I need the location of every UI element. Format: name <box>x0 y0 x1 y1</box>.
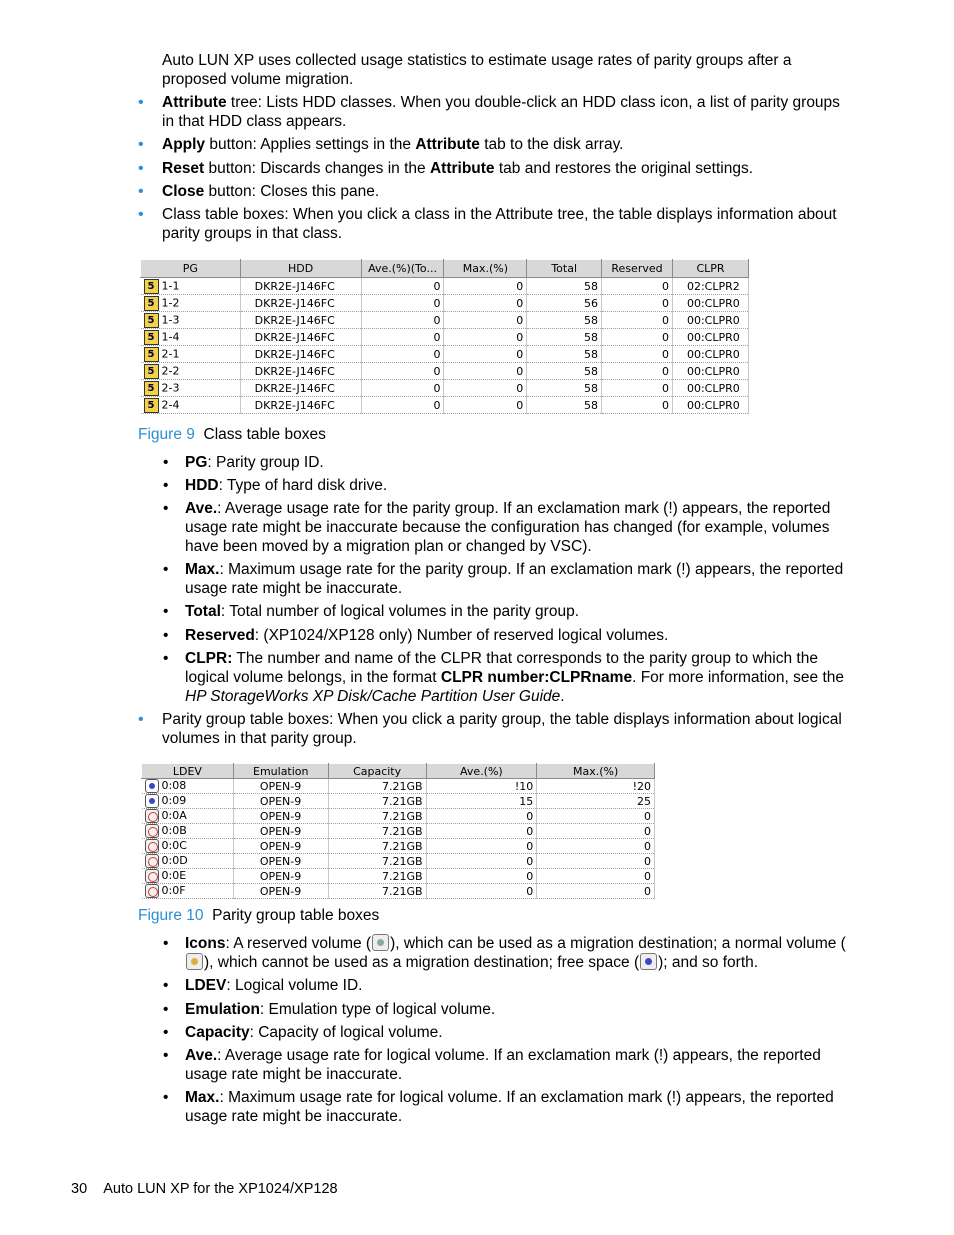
pg-value: 1-4 <box>161 330 180 343</box>
figure10-label: Figure 10 <box>138 907 204 924</box>
table-cell-clpr: 00:CLPR0 <box>672 380 748 397</box>
intro-paragraph: Auto LUN XP uses collected usage statistics to estimate usage rates of parity groups after a proposed volume migration. <box>162 52 792 88</box>
class-table-header-0[interactable]: PG <box>141 260 241 278</box>
table-cell-cap: 7.21GB <box>328 854 426 869</box>
bullet-marker: • <box>138 183 144 200</box>
page-number: 30 <box>71 1181 88 1197</box>
parity-group-icon: 5 <box>144 347 159 362</box>
table-cell-hdd: DKR2E-J146FC <box>240 346 361 363</box>
table-cell-hdd: DKR2E-J146FC <box>240 295 361 312</box>
sub-item-icons: Icons: A reserved volume ( ), which can be used as a migration destination; a normal volume (), which cannot be used as a migration destination; free space ( ); and so forth. <box>185 935 846 971</box>
table-cell-ave: 0 <box>426 884 537 899</box>
bullet-reset: Reset button: Discards changes in the Attribute tab and restores the original settings. <box>162 160 754 177</box>
normal-volume-icon <box>186 953 203 970</box>
table-row[interactable] <box>142 809 655 824</box>
bullet-attribute: Attribute tree: Lists HDD classes. When you double-click an HDD class icon, a list of parity groups in that HDD class appears. <box>162 94 840 130</box>
free-space-icon <box>640 953 657 970</box>
table-row[interactable] <box>142 779 655 794</box>
sub-bullet-marker: • <box>163 603 169 620</box>
table-cell-cap: 7.21GB <box>328 824 426 839</box>
class-table-header-6[interactable]: CLPR <box>672 260 748 278</box>
table-cell-ave: 15 <box>426 794 537 809</box>
table-cell-clpr: 00:CLPR0 <box>672 329 748 346</box>
table-cell-reserved: 0 <box>602 380 673 397</box>
sub-bullet-marker: • <box>163 454 169 471</box>
sub-bullet-marker: • <box>163 977 169 994</box>
table-cell-pg <box>141 295 241 312</box>
table-cell-clpr: 00:CLPR0 <box>672 295 748 312</box>
bullet-marker: • <box>138 136 144 153</box>
table-row[interactable] <box>142 794 655 809</box>
ldev-table-header-4[interactable]: Max.(%) <box>537 764 655 779</box>
ldev-table-body <box>142 779 655 899</box>
class-table-header-2[interactable]: Ave.(%)(To... <box>361 260 444 278</box>
parity-group-icon: 5 <box>144 330 159 345</box>
parity-group-icon: 5 <box>144 313 159 328</box>
table-cell-total: 58 <box>527 278 602 295</box>
class-table-header-3[interactable]: Max.(%) <box>444 260 527 278</box>
pg-value: 1-3 <box>161 313 180 326</box>
table-row[interactable] <box>141 346 749 363</box>
sub-item-emulation: Emulation: Emulation type of logical volume. <box>185 1001 496 1018</box>
table-cell-clpr: 00:CLPR0 <box>672 363 748 380</box>
table-cell-ave: 0 <box>426 854 537 869</box>
table-cell-emu: OPEN-9 <box>233 794 328 809</box>
class-table-header-5[interactable]: Reserved <box>602 260 673 278</box>
ldev-value: 0:09 <box>161 794 187 807</box>
table-cell-pg <box>141 329 241 346</box>
reserved-volume-icon <box>372 934 389 951</box>
table-cell-ave: 0 <box>426 824 537 839</box>
table-cell-ave: 0 <box>361 312 444 329</box>
table-cell-max: 0 <box>537 809 655 824</box>
class-table-header-1[interactable]: HDD <box>240 260 361 278</box>
table-cell-total: 58 <box>527 397 602 414</box>
table-cell-ldev <box>142 854 234 869</box>
table-cell-emu: OPEN-9 <box>233 839 328 854</box>
sub-item-max: Max.: Maximum usage rate for the parity group. If an exclamation mark (!) appears, the reported usage rate might be inaccurate. <box>185 561 844 597</box>
bullet-apply: Apply button: Applies settings in the Attribute tab to the disk array. <box>162 136 624 153</box>
free-space-icon <box>145 794 159 808</box>
parity-group-icon: 5 <box>144 398 159 413</box>
bullet-parity-group-table: Parity group table boxes: When you click a parity group, the table displays information about logical volumes in that parity group. <box>162 711 842 747</box>
table-cell-emu: OPEN-9 <box>233 854 328 869</box>
pg-value: 2-3 <box>161 381 180 394</box>
table-row[interactable] <box>142 869 655 884</box>
table-cell-max: 0 <box>444 329 527 346</box>
pg-value: 2-2 <box>161 364 180 377</box>
pg-value: 2-1 <box>161 347 180 360</box>
reserved-volume-icon <box>145 809 159 823</box>
sub-bullet-marker: • <box>163 1047 169 1064</box>
guide-reference: HP StorageWorks XP Disk/Cache Partition User Guide <box>185 688 561 705</box>
table-row[interactable] <box>141 397 749 414</box>
table-row[interactable] <box>141 329 749 346</box>
ldev-table <box>141 763 655 899</box>
table-row[interactable] <box>142 884 655 899</box>
table-cell-cap: 7.21GB <box>328 794 426 809</box>
reserved-volume-icon <box>145 839 159 853</box>
pg-value: 1-1 <box>161 279 180 292</box>
table-cell-hdd: DKR2E-J146FC <box>240 380 361 397</box>
page-footer <box>71 1181 338 1197</box>
sub-item-capacity: Capacity: Capacity of logical volume. <box>185 1024 443 1041</box>
table-cell-max: 0 <box>444 363 527 380</box>
table-cell-total: 58 <box>527 346 602 363</box>
table-cell-pg <box>141 363 241 380</box>
table-row[interactable] <box>141 363 749 380</box>
table-cell-max: 0 <box>444 295 527 312</box>
sub-bullet-marker: • <box>163 1001 169 1018</box>
ldev-value: 0:0D <box>161 854 188 867</box>
table-cell-max: !20 <box>537 779 655 794</box>
reserved-volume-icon <box>145 884 159 898</box>
sub-bullet-marker: • <box>163 1024 169 1041</box>
table-cell-clpr: 00:CLPR0 <box>672 397 748 414</box>
table-cell-reserved: 0 <box>602 278 673 295</box>
ldev-table-header-1[interactable]: Emulation <box>233 764 328 779</box>
table-cell-pg <box>141 346 241 363</box>
class-table-header-4[interactable]: Total <box>527 260 602 278</box>
table-cell-ave: 0 <box>426 869 537 884</box>
ldev-table-header-3[interactable]: Ave.(%) <box>426 764 537 779</box>
parity-group-icon: 5 <box>144 296 159 311</box>
table-cell-cap: 7.21GB <box>328 779 426 794</box>
class-table-header-row <box>141 260 749 278</box>
sub-item-ldev: LDEV: Logical volume ID. <box>185 977 363 994</box>
table-cell-emu: OPEN-9 <box>233 884 328 899</box>
table-cell-max: 0 <box>444 278 527 295</box>
table-cell-hdd: DKR2E-J146FC <box>240 329 361 346</box>
table-cell-emu: OPEN-9 <box>233 779 328 794</box>
table-cell-max: 0 <box>537 854 655 869</box>
figure10-text: Parity group table boxes <box>212 907 380 924</box>
sub-item-hdd: HDD: Type of hard disk drive. <box>185 477 388 494</box>
table-cell-ave: 0 <box>426 839 537 854</box>
sub-item-reserved: Reserved: (XP1024/XP128 only) Number of reserved logical volumes. <box>185 627 669 644</box>
table-cell-cap: 7.21GB <box>328 809 426 824</box>
bullet-marker: • <box>138 711 144 728</box>
table-cell-max: 0 <box>537 869 655 884</box>
table-cell-hdd: DKR2E-J146FC <box>240 278 361 295</box>
sub-bullet-marker: • <box>163 627 169 644</box>
table-cell-max: 0 <box>444 312 527 329</box>
table-cell-cap: 7.21GB <box>328 884 426 899</box>
table-cell-reserved: 0 <box>602 397 673 414</box>
table-cell-emu: OPEN-9 <box>233 824 328 839</box>
table-cell-total: 58 <box>527 329 602 346</box>
table-row[interactable] <box>142 854 655 869</box>
sub-bullet-marker: • <box>163 477 169 494</box>
table-cell-max: 0 <box>444 380 527 397</box>
pg-value: 2-4 <box>161 398 180 411</box>
sub-bullet-marker: • <box>163 935 169 952</box>
free-space-icon <box>145 779 159 793</box>
sub-item-total: Total: Total number of logical volumes in the parity group. <box>185 603 580 620</box>
table-cell-pg <box>141 380 241 397</box>
figure9-caption <box>138 425 326 444</box>
table-cell-ldev <box>142 869 234 884</box>
ldev-value: 0:0F <box>161 884 186 897</box>
class-table-body <box>141 278 749 414</box>
table-cell-max: 25 <box>537 794 655 809</box>
table-cell-max: 0 <box>537 839 655 854</box>
figure10-caption <box>138 906 379 925</box>
sub-bullet-marker: • <box>163 1089 169 1106</box>
table-cell-pg <box>141 397 241 414</box>
sub-item-pg: PG: Parity group ID. <box>185 454 324 471</box>
table-cell-ave: 0 <box>361 380 444 397</box>
parity-group-icon: 5 <box>144 364 159 379</box>
table-cell-ave: 0 <box>361 363 444 380</box>
sub-item-max-ldev: Max.: Maximum usage rate for logical volume. If an exclamation mark (!) appears, the reported usage rate might be inaccurate. <box>185 1089 834 1125</box>
table-cell-ave: 0 <box>361 346 444 363</box>
sub-bullet-marker: • <box>163 500 169 517</box>
ldev-value: 0:0C <box>161 839 187 852</box>
ldev-value: 0:0E <box>161 869 187 882</box>
table-cell-max: 0 <box>537 824 655 839</box>
table-cell-reserved: 0 <box>602 312 673 329</box>
table-cell-total: 58 <box>527 312 602 329</box>
table-row[interactable] <box>142 839 655 854</box>
table-cell-emu: OPEN-9 <box>233 869 328 884</box>
table-cell-pg <box>141 312 241 329</box>
table-cell-ave: 0 <box>361 278 444 295</box>
bullet-marker: • <box>138 160 144 177</box>
parity-group-icon: 5 <box>144 279 159 294</box>
sub-item-ave: Ave.: Average usage rate for the parity group. If an exclamation mark (!) appears, the reported usage rate might be inaccurate because the configuration has changed (for example, volumes have been moved by a migration plan or changed by VSC). <box>185 500 831 555</box>
table-cell-ldev <box>142 794 234 809</box>
table-cell-reserved: 0 <box>602 295 673 312</box>
sub-item-clpr: CLPR: The number and name of the CLPR that corresponds to the parity group to which the logical volume belongs, in the format CLPR number:CLPRname. For more information, see the HP StorageWorks XP Disk/Cache Partition User Guide. <box>185 650 844 705</box>
bullet-marker: • <box>138 206 144 223</box>
table-cell-max: 0 <box>444 397 527 414</box>
footer-title: Auto LUN XP for the XP1024/XP128 <box>103 1181 338 1197</box>
reserved-volume-icon <box>145 854 159 868</box>
reserved-volume-icon <box>145 869 159 883</box>
bullet-close: Close button: Closes this pane. <box>162 183 380 200</box>
sub-bullet-marker: • <box>163 561 169 578</box>
table-cell-ave: 0 <box>426 809 537 824</box>
pg-value: 1-2 <box>161 296 180 309</box>
figure9-label: Figure 9 <box>138 426 195 443</box>
table-cell-emu: OPEN-9 <box>233 809 328 824</box>
table-cell-ldev <box>142 779 234 794</box>
table-cell-ave: 0 <box>361 295 444 312</box>
ldev-table-header-2[interactable]: Capacity <box>328 764 426 779</box>
figure9-text: Class table boxes <box>203 426 326 443</box>
table-cell-pg <box>141 278 241 295</box>
ldev-value: 0:08 <box>161 779 187 792</box>
table-cell-ldev <box>142 839 234 854</box>
table-cell-hdd: DKR2E-J146FC <box>240 397 361 414</box>
parity-group-icon: 5 <box>144 381 159 396</box>
ldev-value: 0:0A <box>161 809 187 822</box>
table-cell-ave: 0 <box>361 397 444 414</box>
table-cell-ave: !10 <box>426 779 537 794</box>
table-cell-hdd: DKR2E-J146FC <box>240 363 361 380</box>
table-cell-clpr: 00:CLPR0 <box>672 312 748 329</box>
table-cell-max: 0 <box>444 346 527 363</box>
table-cell-max: 0 <box>537 884 655 899</box>
table-row[interactable] <box>141 312 749 329</box>
table-cell-ave: 0 <box>361 329 444 346</box>
table-cell-clpr: 02:CLPR2 <box>672 278 748 295</box>
table-row[interactable] <box>141 380 749 397</box>
ldev-table-header-row <box>142 764 655 779</box>
bullet-marker: • <box>138 94 144 111</box>
table-cell-cap: 7.21GB <box>328 869 426 884</box>
sub-item-ave-ldev: Ave.: Average usage rate for logical volume. If an exclamation mark (!) appears, the reported usage rate might be inaccurate. <box>185 1047 821 1083</box>
table-cell-reserved: 0 <box>602 346 673 363</box>
reserved-volume-icon <box>145 824 159 838</box>
table-row[interactable] <box>142 824 655 839</box>
ldev-table-header-0[interactable]: LDEV <box>142 764 234 779</box>
ldev-value: 0:0B <box>161 824 187 837</box>
table-cell-total: 56 <box>527 295 602 312</box>
table-cell-ldev <box>142 884 234 899</box>
class-table <box>140 259 749 414</box>
table-cell-total: 58 <box>527 363 602 380</box>
table-row[interactable] <box>141 295 749 312</box>
table-cell-reserved: 0 <box>602 329 673 346</box>
table-cell-ldev <box>142 809 234 824</box>
table-cell-reserved: 0 <box>602 363 673 380</box>
table-row[interactable] <box>141 278 749 295</box>
table-cell-clpr: 00:CLPR0 <box>672 346 748 363</box>
table-cell-ldev <box>142 824 234 839</box>
sub-bullet-marker: • <box>163 650 169 667</box>
table-cell-hdd: DKR2E-J146FC <box>240 312 361 329</box>
table-cell-total: 58 <box>527 380 602 397</box>
bullet-class-table: Class table boxes: When you click a class in the Attribute tree, the table displays information about parity groups in that class. <box>162 206 837 242</box>
table-cell-cap: 7.21GB <box>328 839 426 854</box>
